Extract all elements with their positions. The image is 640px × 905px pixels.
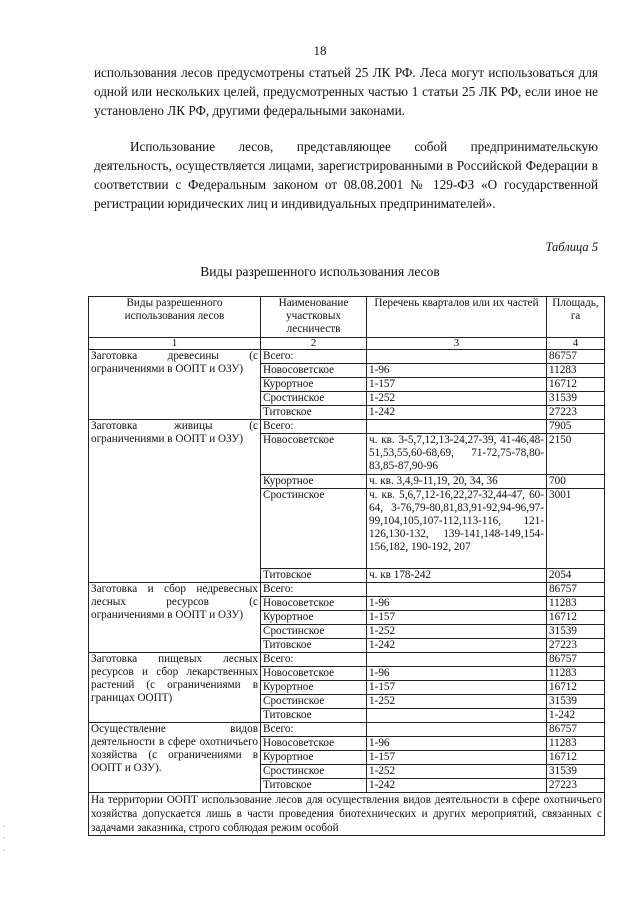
district-cell: Новосоветское (261, 667, 367, 681)
table-header-row (89, 297, 605, 338)
area-cell: 1-242 (547, 709, 605, 723)
quarters-cell: 1-157 (367, 611, 547, 625)
table-row (89, 723, 605, 737)
header-area: Площадь, га (547, 297, 605, 338)
district-cell: Титовское (261, 569, 367, 583)
quarters-cell: 1-157 (367, 378, 547, 392)
area-cell: 31539 (547, 392, 605, 406)
table-row (89, 583, 605, 597)
area-cell: 27223 (547, 639, 605, 653)
area-cell: 3001 (547, 489, 605, 569)
district-cell: Курортное (261, 611, 367, 625)
quarters-cell: 1-242 (367, 406, 547, 420)
area-cell: 16712 (547, 681, 605, 695)
area-cell: 16712 (547, 611, 605, 625)
district-cell: Новосоветское (261, 737, 367, 751)
header-use-type: Виды разрешенного использования лесов (89, 297, 261, 338)
area-cell: 27223 (547, 406, 605, 420)
area-cell: 86757 (547, 583, 605, 597)
quarters-cell: ч. кв 178-242 (367, 569, 547, 583)
area-cell: 2150 (547, 434, 605, 475)
paragraph-2: Использование лесов, представляющее собой предпринимательскую деятельность, осуществляется лицами, зарегистрированными в Российской Федерации в соответствии с Федеральным законом от 08.08.2001 № 129-ФЗ «О государственной регистрации юридических лиц и индивидуальных предпринимателей». (94, 139, 598, 211)
column-number-row (89, 338, 605, 350)
quarters-cell (367, 709, 547, 723)
area-cell: 27223 (547, 779, 605, 793)
quarters-cell (367, 723, 547, 737)
quarters-cell (367, 420, 547, 434)
district-cell: Титовское (261, 779, 367, 793)
header-quarters: Перечень кварталов или их частей (367, 297, 547, 338)
quarters-cell (367, 583, 547, 597)
col-number: 4 (547, 338, 605, 350)
quarters-cell: 1-96 (367, 364, 547, 378)
table-label: Таблица 5 (545, 240, 598, 254)
district-cell: Новосоветское (261, 597, 367, 611)
quarters-cell: 1-157 (367, 751, 547, 765)
quarters-cell: 1-96 (367, 667, 547, 681)
quarters-cell: 1-242 (367, 639, 547, 653)
area-cell: 7905 (547, 420, 605, 434)
district-cell: Титовское (261, 709, 367, 723)
page-number: 18 (313, 43, 327, 58)
use-type-cell: Заготовка пищевых лесных ресурсов и сбор лекарственных растений (с ограничениями в границах ООПТ) (89, 653, 261, 723)
area-cell: 11283 (547, 737, 605, 751)
header-district: Наименование участковых лесничеств (261, 297, 367, 338)
paragraph-1: использования лесов предусмотрены статьей 25 ЛК РФ. Леса могут использоваться для одной или нескольких целей, предусмотренных частью 1 статьи 25 ЛК РФ, если иное не установлено ЛК РФ, другими федеральными законами. (94, 65, 598, 118)
district-cell: Всего: (261, 653, 367, 667)
district-cell: Курортное (261, 681, 367, 695)
area-cell: 31539 (547, 695, 605, 709)
use-type-cell: Заготовка древесины (с ограничениями в ООПТ и ОЗУ) (89, 350, 261, 420)
area-cell: 31539 (547, 625, 605, 639)
area-cell: 86757 (547, 653, 605, 667)
table-row (89, 653, 605, 667)
use-type-cell: Заготовка живицы (с ограничениями в ООПТ и ОЗУ) (89, 420, 261, 583)
quarters-cell: ч. кв. 3,4,9-11,19, 20, 34, 36 (367, 475, 547, 489)
district-cell: Сростинское (261, 765, 367, 779)
quarters-cell: 1-242 (367, 779, 547, 793)
scan-margin-marks: · · · (2, 821, 5, 855)
district-cell: Сростинское (261, 489, 367, 569)
area-cell: 16712 (547, 751, 605, 765)
table-row (89, 350, 605, 364)
table-title: Виды разрешенного использования лесов (200, 264, 440, 279)
quarters-cell (367, 350, 547, 364)
quarters-cell: 1-96 (367, 597, 547, 611)
quarters-cell: 1-252 (367, 625, 547, 639)
area-cell: 11283 (547, 667, 605, 681)
quarters-cell: 1-157 (367, 681, 547, 695)
quarters-cell: 1-252 (367, 765, 547, 779)
area-cell: 31539 (547, 765, 605, 779)
table-row (89, 420, 605, 434)
quarters-cell: 1-252 (367, 695, 547, 709)
area-cell: 2054 (547, 569, 605, 583)
quarters-cell: 1-252 (367, 392, 547, 406)
use-type-cell: Осуществление видов деятельности в сфере охотничьего хозяйства (с ограничениями в ООПТ и ОЗУ). (89, 723, 261, 793)
area-cell: 700 (547, 475, 605, 489)
district-cell: Титовское (261, 639, 367, 653)
col-number: 2 (261, 338, 367, 350)
district-cell: Сростинское (261, 392, 367, 406)
district-cell: Курортное (261, 751, 367, 765)
quarters-cell: ч. кв. 3-5,7,12,13-24,27-39, 41-46,48-51,53,55,60-68,69, 71-72,75-78,80-83,85-87,90-96 (367, 434, 547, 475)
table-note: На территории ООПТ использование лесов для осуществления видов деятельности в сфере охотничьего хозяйства допускается лишь в части проведения биотехнических и других мероприятий, связанных с задачами заказника, строго соблюдая режим особой (89, 793, 605, 836)
district-cell: Всего: (261, 583, 367, 597)
quarters-cell: 1-96 (367, 737, 547, 751)
area-cell: 11283 (547, 597, 605, 611)
quarters-cell (367, 653, 547, 667)
area-cell: 11283 (547, 364, 605, 378)
district-cell: Новосоветское (261, 364, 367, 378)
table-note-row (89, 793, 605, 836)
district-cell: Сростинское (261, 625, 367, 639)
district-cell: Всего: (261, 350, 367, 364)
district-cell: Всего: (261, 420, 367, 434)
col-number: 1 (89, 338, 261, 350)
area-cell: 86757 (547, 350, 605, 364)
district-cell: Курортное (261, 378, 367, 392)
area-cell: 16712 (547, 378, 605, 392)
district-cell: Титовское (261, 406, 367, 420)
area-cell: 86757 (547, 723, 605, 737)
quarters-cell: ч. кв. 5,6,7,12-16,22,27-32,44-47, 60-64, 3-76,79-80,81,83,91-92,94-96,97-99,104,105,107-112,113-116, 121-126,130-132, 139-141,148-149,154-156,182, 190-192, 207 (367, 489, 547, 569)
district-cell: Новосоветское (261, 434, 367, 475)
land-use-table (88, 296, 605, 836)
district-cell: Всего: (261, 723, 367, 737)
district-cell: Сростинское (261, 695, 367, 709)
use-type-cell: Заготовка и сбор недревесных лесных ресурсов (с ограничениями в ООПТ и ОЗУ) (89, 583, 261, 653)
col-number: 3 (367, 338, 547, 350)
district-cell: Курортное (261, 475, 367, 489)
